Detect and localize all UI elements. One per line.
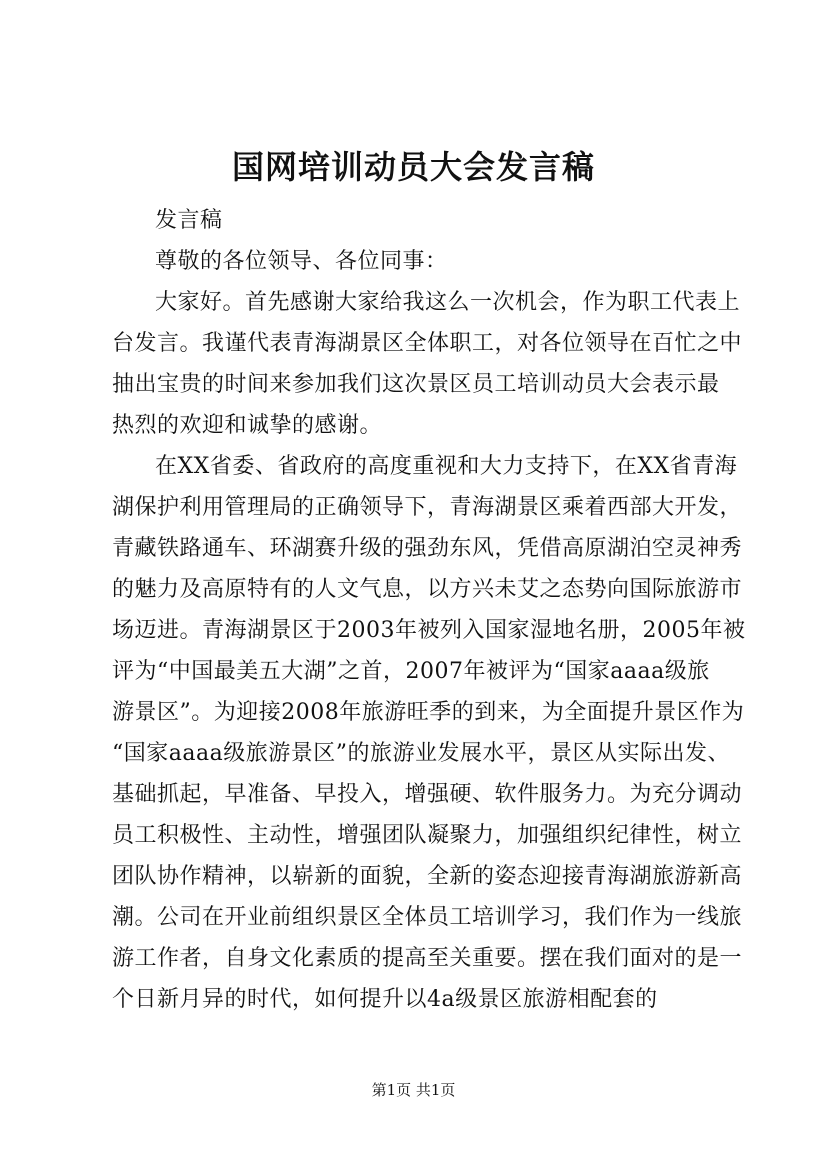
paragraph-line: 湖保护利用管理局的正确领导下，青海湖景区乘着西部大开发， xyxy=(112,495,743,520)
paragraph-line: “国家aaaa级旅游景区”的旅游业发展水平，景区从实际出发、 xyxy=(112,741,730,766)
salutation: 尊敬的各位领导、各位同事： xyxy=(155,249,448,274)
document-subtitle: 发言稿 xyxy=(155,208,223,233)
paragraph-line: 潮。公司在开业前组织景区全体员工培训学习，我们作为一线旅 xyxy=(112,905,743,930)
paragraph-line: 员工积极性、主动性，增强团队凝聚力，加强组织纪律性，树立 xyxy=(112,823,743,848)
paragraph-line: 团队协作精神，以崭新的面貌，全新的姿态迎接青海湖旅游新高 xyxy=(112,864,743,889)
paragraph-line: 游景区”。为迎接2008年旅游旺季的到来，为全面提升景区作为 xyxy=(112,700,745,725)
paragraph-line: 基础抓起，早准备、早投入，增强硬、软件服务力。为充分调动 xyxy=(112,782,743,807)
paragraph-line: 在XX省委、省政府的高度重视和大力支持下，在XX省青海 xyxy=(155,454,738,479)
page-footer: 第1页 共1页 xyxy=(371,1081,456,1099)
paragraph-line: 评为“中国最美五大湖”之首，2007年被评为“国家aaaa级旅 xyxy=(112,659,710,684)
paragraph-line: 青藏铁路通车、环湖赛升级的强劲东风，凭借高原湖泊空灵神秀 xyxy=(112,536,743,561)
paragraph-line: 个日新月异的时代，如何提升以4a级景区旅游相配套的 xyxy=(112,987,658,1012)
paragraph-line: 场迈进。青海湖景区于2003年被列入国家湿地名册，2005年被 xyxy=(112,618,746,643)
paragraph-line: 抽出宝贵的时间来参加我们这次景区员工培训动员大会表示最 xyxy=(112,372,720,397)
document-title: 国网培训动员大会发言稿 xyxy=(231,148,595,186)
paragraph-line: 游工作者，自身文化素质的提高至关重要。摆在我们面对的是一 xyxy=(112,946,743,971)
paragraph-line: 台发言。我谨代表青海湖景区全体职工，对各位领导在百忙之中 xyxy=(112,331,743,356)
paragraph-line: 大家好。首先感谢大家给我这么一次机会，作为职工代表上 xyxy=(155,290,741,315)
paragraph-line: 热烈的欢迎和诚挚的感谢。 xyxy=(112,413,383,438)
paragraph-line: 的魅力及高原特有的人文气息，以方兴未艾之态势向国际旅游市 xyxy=(112,577,743,602)
